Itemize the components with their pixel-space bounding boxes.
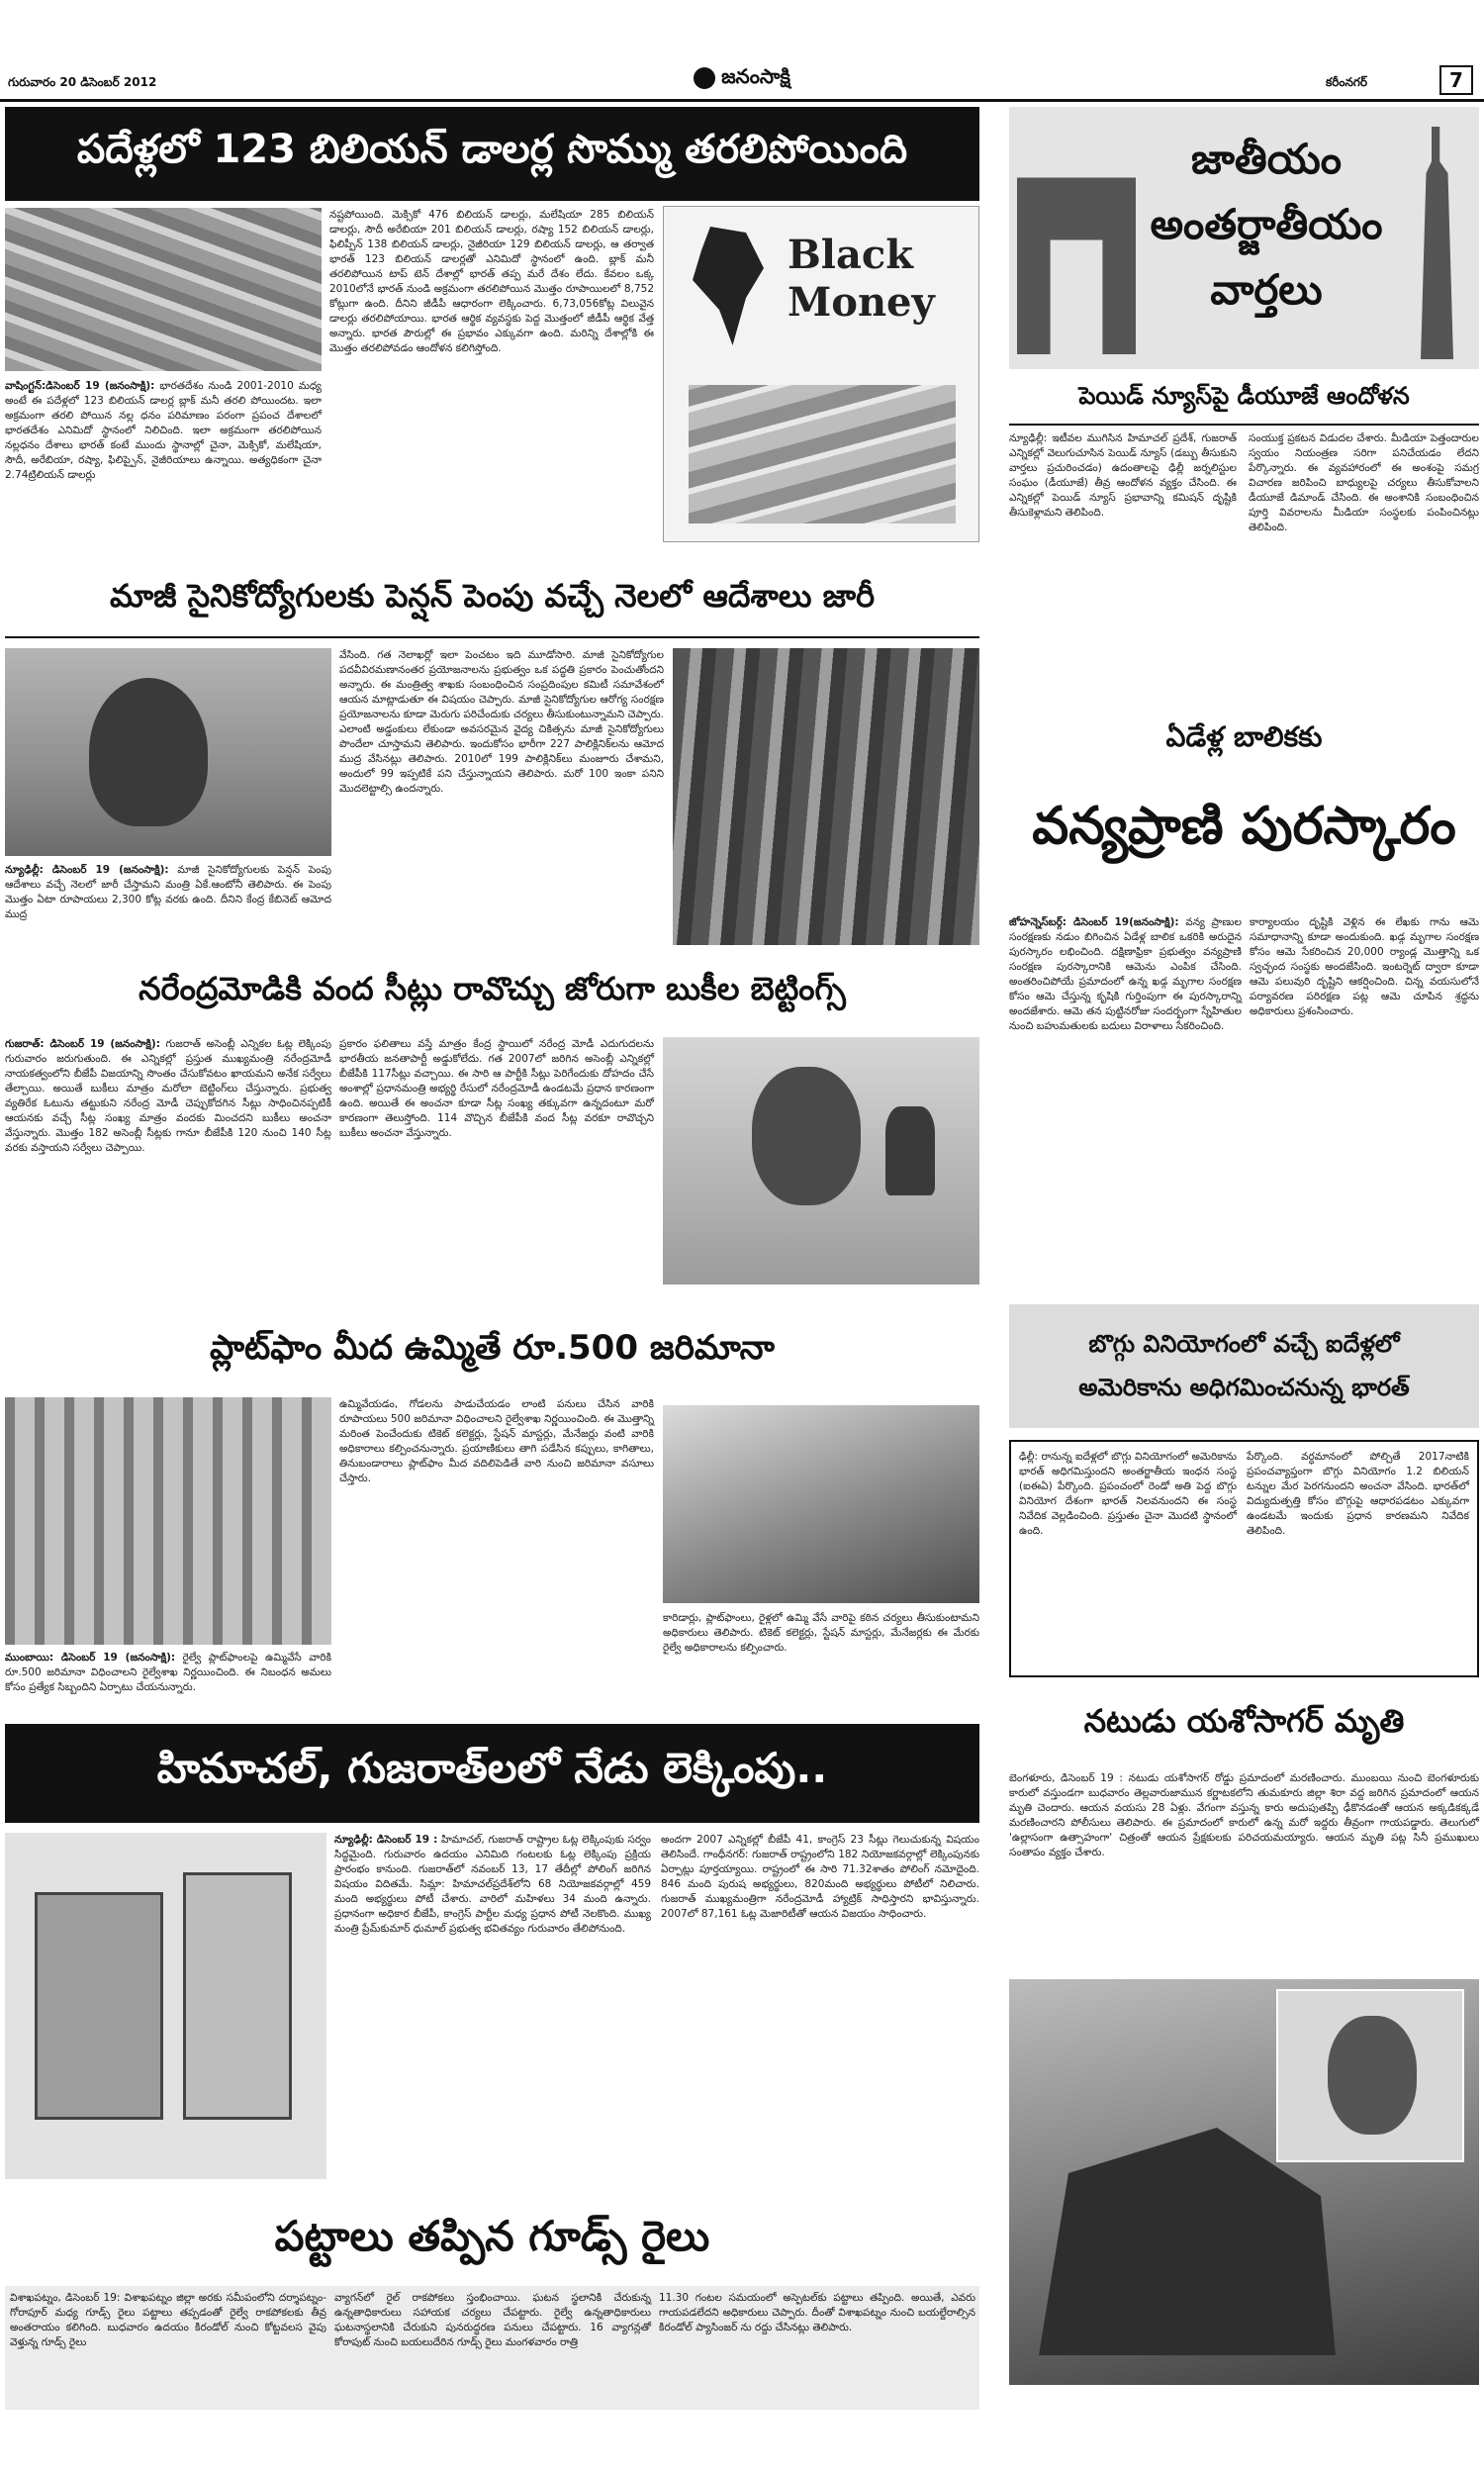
story5-col1 [334,1833,651,2184]
side1-col1-text: న్యూఢిల్లీ: ఇటీవల ముగిసిన హిమాచల్ ప్రదేశ్, గుజరాత్ ఎన్నికల్లో వెలుగుచూసిన పెయిడ్ న్యూస్ (డబ్బు తీసుకుని వార్తలు ప్రచురించడం) ఉదంతాలపై ఢిల్లీ జర్నలిస్టుల సంఘం (డీయూజే) తీవ్ర ఆందోళన వ్యక్తం చేసింది. ఈ ఎన్నికల్లో పెయిడ్ న్యూస్ ప్రభావాన్ని కమిషన్ దృష్టికి తీసుకెళ్లామని తెలిపింది. [1009,432,1237,519]
logo-text: జనంసాక్షి [721,63,790,88]
side3-col2-text: పేర్కొంది. వర్ధమానంలో పోల్చితే 2017నాటికి ప్రపంచవ్యాప్తంగా బొగ్గు వినియోగం 1.2 బిలియన్ టన్నుల మేర పెరగనుందని అంచనా వేసింది. భారత్‌లో విద్యుదుత్పత్తి కోసం బొగ్గుపై ఆధారపడటం ఎక్కువగా ఉండటమే ఇందుకు ప్రధాన కారణమని నివేదిక తెలిపింది. [1247,1451,1469,1537]
section-banner-line2: అంతర్జాతీయం [1150,200,1383,248]
story6-headline-text: పట్టాలు తప్పిన గూడ్స్ రైలు [274,2212,710,2260]
story6-col3-text: 11.30 గంటల సమయంలో అస్పెటల్‌కు పట్టాలు తప్పింది. అయితే, ఎవరు గాయపడలేదని అధికారులు చెప్పారు. దీంతో విశాఖపట్నం నుంచి బయల్దేరాల్సిన కిరండోల్ ప్యాసింజర్ ను రద్దు చేసినట్లు తెలిపారు. [659,2292,975,2333]
story1-dateline: వాషింగ్టన్:డిసెంబర్ 19 (జనంసాక్షి): [5,380,155,392]
voting-machine-icon [35,1892,163,2120]
story2-minister-photo [5,648,331,856]
side2-col2-text: కార్యాలయం దృష్టికి వెళ్లిన ఈ లేఖకు గాను ఆమె సమాధానాన్ని కూడా అందుకుంది. ఖడ్గ మృగాల సంరక్షణ కోసం ఆమె సేకరించిన 20,000 ర్యాండ్ల మొత్తాన్ని ఒక స్వచ్ఛంద సంస్థకు అందజేసింది. ఇంటర్నెట్ ద్వారా కూడా ఆమె పలువురి దృష్టిని ఆకర్షించింది. చిన్న వయసులోనే పర్యావరణ పరిరక్షణ పట్ల ఆమె చూపిన శ్రద్ధను అధికారులు ప్రశంసించారు. [1250,916,1479,1017]
story1-graphic-text: Black Money [788,232,935,326]
story6-headline [5,2202,979,2281]
side2-headline-text: వన్యప్రాణి పురస్కారం [1032,797,1456,856]
story1-headline-text: పదేళ్లలో 123 బిలియన్ డాలర్ల సొమ్ము తరలిపోయింది [76,126,908,172]
side3-col2 [1247,1450,1469,1669]
actor-portrait-photo [1276,1989,1464,2162]
modi-face-icon [752,1067,861,1205]
side2-kicker: ఏడేళ్ల బాలికకు [1165,720,1323,753]
story5-evm-photo [5,1833,326,2179]
story5-dateline: న్యూఢిల్లీ: డిసెంబర్ 19 : [334,1834,438,1846]
story3-col2-text: ప్రకారం ఫలితాలు వస్తే మాత్రం కేంద్ర స్థాయిలో నరేంద్ర మోడీ ఎదుగుదలను భారతీయ జనతాపార్టీ అడ్డుకోలేదు. గత 2007లో జరిగిన అసెంబ్లీ ఎన్నికల్లో బీజేపీకి 117సీట్లు వచ్చాయి. ఈ సారి ఆ పార్టీకి సీట్లు పెరిగేందుకు దోహదం చేసే అంశాల్లో ప్రధానమంత్రి అభ్యర్థి రేసులో నరేంద్రమోడీ ఉండటమే ప్రధాన కారణంగా ఉంది. అయితే ఈ అంచనా కూడా సీట్ల సంఖ్య తక్కువగా ఉన్నదంటూ మరో కారణంగా తెలుస్తోంది. 114 వొచ్చిన బీజేపీకి వంద సీట్ల వరకూ రావొచ్చని బుకీలు అంచనా వేస్తున్నారు. [339,1038,654,1139]
section-banner-line1: జాతీయం [1190,135,1343,183]
newspaper-logo-icon [694,67,715,89]
india-map-icon [684,227,773,345]
story4-col1 [5,1651,332,1693]
masthead-city: కరీంనగర్ [1326,75,1368,89]
story4-platform-photo [663,1405,979,1603]
page-number-text: 7 [1449,68,1463,92]
story1-col2-text: నష్టపోయింది. మెక్సికో 476 బిలియన్ డాలర్లు, మలేషియా 285 బిలియన్ డాలర్లు, సౌదీ అరేబియా 201 బిలియన్ డాలర్లు, రష్యా 152 బిలియన్ డాలర్లు, ఫిలిప్పీన్ 138 బిలియన్ డాలర్లు, నైజీరియా 129 బిలియన్ డాలర్లు, ఆ తర్వాత భారత్ 123 బిలియన్ డాలర్లతో ఎనిమిదో స్థానంలో ఉంది. బ్లాక్ మనీ తరలిపోయిన టాప్ టెన్ దేశాల్లో భారత్ తప్ప మరే దేశం లేదు. కేవలం ఒక్క 2010లోనే భారత్ నుండి అక్రమంగా తరలిపోయిన మొత్తం రూపాయిలలో 8,752 కోట్లుగా ఉంది. దీనిని జీడీపీ ఆధారంగా లెక్కించారు. 6,73,056కోట్ల విలువైన డాలర్లు తరలిపోయాయి. భారత ఆర్థిక వ్యవస్థకు పెద్ద మొత్తంలో జీడీపీ ఆర్థిక వేత్త అన్నారు. భారత పౌరుల్లో ఈ ప్రభావం ఎక్కువగా ఉంది. మరిన్ని దేశాల్లోకి ఈ మొత్తం తరలిపోవడం ఆందోళన కలిగిస్తోంది. [329,209,654,354]
masthead-date: గురువారం 20 డిసెంబర్ 2012 [8,75,157,89]
story6-col3 [659,2291,975,2405]
side3-box [1009,1440,1479,1677]
side1-rule [1009,424,1479,426]
story1-col1 [5,379,322,537]
side3-headline [1009,1304,1479,1428]
story4-col1-text: రైల్వే ప్లాట్‌ఫాంలపై ఉమ్మివేసే వారికి రూ.500 జరిమానా విధించాలని రైల్వేశాఖ నిర్ణయించింది. ఈ నిబంధన అమలు కోసం ప్రత్యేక సిబ్బందిని ఏర్పాటు చేయనున్నారు. [5,1652,332,1693]
side1-col1 [1009,431,1237,704]
story2-col1-text: మాజీ సైనికోద్యోగులకు పెన్షన్ పెంపు ఆదేశాలు వచ్చే నెలలో జారీ చేస్తామని మంత్రి ఏకే.ఆంటోనీ తెలిపారు. ఈ పెంపు మొత్తం ఏటా రూపాయలు 2,300 కోట్ల వరకు ఉంది. దీనిని కేంద్ర కేబినెట్ ఆమోద ముద్ర [5,864,331,920]
section-banner-line3: వార్తలు [1210,265,1323,314]
raised-hand-icon [885,1106,935,1195]
story2-headline [5,562,979,636]
side2-col1 [1009,915,1242,1232]
story3-col1-text: గుజరాత్ అసెంబ్లీ ఎన్నికల ఓట్ల లెక్కింపు గురువారం జరుగుతుంది. ఈ ఎన్నికల్లో ప్రస్తుత ముఖ్యమంత్రి నరేంద్రమోడీ నాయకత్వంలోని బీజేపీ విజయాన్ని సొంతం చేసుకోవటం ఖాయమని అనేక సర్వేలు తేల్చాయి. అయితే బుకీలు మాత్రం మరోలా బెట్టింగ్‌లు చేస్తున్నారు. ప్రభుత్వ వ్యతిరేక ఓటును తట్టుకుని నరేంద్ర మోడీ చెప్పుకోదగిన సీట్లు సాధించినప్పటికీ ఆయనకు వచ్చే సీట్ల సంఖ్య మాత్రం వందకు మించదని బుకీలు అంచనా వేస్తున్నారు. మొత్తం 182 అసెంబ్లీ సీట్లకు గానూ బీజేపీకి 120 నుంచి 140 సీట్ల వరకు వస్తాయని సర్వేలు చెప్పాయి. [5,1038,331,1154]
side1-headline [1009,374,1479,424]
story4-col3-text: కారిడార్లు, ప్లాట్‌ఫాంలు, రైళ్లలో ఉమ్మి వేసే వారిపై కఠిన చర్యలు తీసుకుంటామని అధికారులు తెలిపారు. టికెట్ కలెక్టర్లు, స్టేషన్ మాస్టర్లు, మేనేజర్లకు ఈ మేరకు రైల్వే అధికారాలను కల్పించారు. [663,1612,979,1654]
masthead-rule [0,99,1484,102]
story6-col1-text: విశాఖపట్నం, డిసెంబర్ 19: విశాఖపట్నం జిల్లా అరకు సమీపంలోని దర్శాపట్నం-గోరాపూర్ మధ్య గూడ్స్ రైలు పట్టాలు తప్పడంతో రైల్వే రాకపోకలకు తీవ్ర అంతరాయం కలిగింది. బుధవారం ఉదయం కిరండోల్ నుంచి కోట్టవలస వైపు వెళ్తున్న గూడ్స్ రైలు [10,2292,326,2348]
story3-headline [5,958,979,1027]
story6-col1 [10,2291,326,2405]
story1-headline [5,107,979,201]
side1-col2 [1249,431,1479,704]
actor-face-icon [1328,2016,1417,2135]
side2-col1-text: వన్య ప్రాణుల సంరక్షణకు నడుం బిగించిన ఏడేళ్ల బాలిక ఒకరికి అరుదైన పురస్కారం లభించింది. దక్షిణాఫ్రికా ప్రభుత్వం వన్యప్రాణి సంరక్షణ పురస్కారానికి ఆమెను ఎంపిక చేసింది. అంతరించిపోయే ప్రమాదంలో ఉన్న ఖడ్గ మృగాల సంరక్షణ కోసం ఆమె చేస్తున్న కృషికి గుర్తింపుగా ఈ పురస్కారాన్ని అందజేశారు. ఆమె తన పుట్టినరోజు సందర్భంగా స్నేహితుల నుంచి బహుమతులకు బదులు విరాళాలు సేకరించింది. [1009,916,1242,1032]
story2-dateline: న్యూఢిల్లీ: డిసెంబర్ 19 (జనంసాక్షి): [5,864,169,876]
story6-col2-text: వ్యాగన్‌లో రైల్ రాకపోకలు స్తంభించాయి. ఘటన స్థలానికి చేరుకున్న ఉన్నతాధికారులు సహాయక చర్యలు చేపట్టారు. రైల్వే ఉన్నతాధికారులు ఘటనాస్థలానికి చేరుకుని పునరుద్ధరణ పనులు చేపట్టారు. 16 వ్యాగన్లతో కోరాపుట్ నుంచి బయలుదేరిన గూడ్స్ రైలు మంగళవారం రాత్రి [334,2292,651,2348]
story4-headline-text: ప్లాట్‌ఫాం మీద ఉమ్మితే రూ.500 జరిమానా [209,1327,776,1368]
side2-dateline: జోహన్నెస్‌బర్గ్: డిసెంబర్ 19(జనంసాక్షి): [1009,916,1179,928]
section-banner-title [1128,127,1405,323]
page-number [1439,65,1473,95]
india-gate-icon [1017,146,1136,354]
story3-modi-photo [663,1037,979,1285]
story3-col2 [339,1037,654,1280]
currency-notes-icon [689,385,956,523]
story5-headline [5,1724,979,1823]
side4-accident-photo [1009,1979,1479,2385]
side1-headline-text: పెయిడ్ న్యూస్‌పై డీయూజే ఆందోళన [1078,382,1410,410]
story5-headline-text: హిమాచల్, గుజరాత్‌లలో నేడు లెక్కింపు.. [156,1744,828,1792]
minister-face-icon [89,678,208,826]
side2-col2 [1250,915,1479,1232]
story5-col2-text: అందగా 2007 ఎన్నికల్లో బీజేపీ 41, కాంగ్రెస్ 23 సీట్లు గెలుచుకున్న విషయం తెలిసిందే. గాంధీనగర్: గుజరాత్ రాష్ట్రంలోని 182 నియోజకవర్గాల్లో లెక్కింపునకు ఏర్పాట్లు పూర్తయ్యాయి. రాష్ట్రంలో ఈ సారి 71.32శాతం పోలింగ్ నమోదైంది. 846 మంది పురుష అభ్యర్థులు, 820మంది అభ్యర్థులు పోటీలో నిలిచారు. గుజరాత్ ముఖ్యమంత్రిగా నరేంద్రమోడీ హ్యాట్రిక్ సాధిస్తారని భావిస్తున్నారు. 2007లో 87,161 ఓట్ల మెజారిటీతో ఆయన విజయం సాధించారు. [661,1834,979,1920]
story2-col2 [339,648,664,943]
story2-rule [5,636,979,638]
story4-station-photo [5,1397,331,1645]
side3-col1-text: ఢిల్లీ: రానున్న ఐదేళ్లలో బొగ్గు వినియోగంలో అమెరికాను భారత్ అధిగమిస్తుందని అంతర్జాతీయ ఇంధన సంస్థ (ఐఈఏ) పేర్కొంది. ప్రపంచంలో రెండో అతి పెద్ద బొగ్గు వినియోగ దేశంగా భారత్ నిలవనుందని ఈ సంస్థ నివేదిక వెల్లడించింది. ప్రస్తుతం చైనా మొదటి స్థానంలో ఉంది. [1019,1451,1237,1537]
story1-graphic [663,206,979,542]
side3-headline-line2: అమెరికాను అధిగమించనున్న భారత్ [1078,1374,1410,1401]
side2-headline [1009,713,1479,910]
story2-col2-text: వేసింది. గత నెలాఖర్లో ఇలా పెంచటం ఇది మూడోసారి. మాజీ సైనికోద్యోగుల పదవీవిరమణానంతర ప్రయోజనాలను ప్రభుత్వం ఒక పద్ధతి ప్రకారం పెంచుతోందని అన్నారు. ఈ మంత్రిత్వ శాఖకు సంబంధించిన సంప్రదింపుల కమిటీ సమావేశంలో ఆయన మాట్లాడుతూ ఈ విషయం చెప్పారు. మాజీ సైనికోద్యోగుల ఆరోగ్య సంరక్షణ ప్రయోజనాలను కూడా మెరుగు పరిచేందుకు చర్యలు తీసుకుంటున్నామని చెప్పారు. ఎలాంటి అడ్డంకులు లేకుండా అవసరమైన వైద్య చికిత్సను మాజీ సైనికోద్యోగులు పొందేలా చూస్తామని తెలిపారు. ఇందుకోసం భారీగా 227 పాలిక్లినిక్‌లను ఆమోద ముద్ర వేసినట్లు తెలిపారు. 2010లో 199 పాలిక్లినిక్‌లు మంజూరు చేశామని, అందులో 99 ఇప్పటికే పని చేస్తున్నాయని తెలిపారు. మరో 100 ఇంకా పనిని మొదలెట్టాల్సి ఉందన్నారు. [339,649,664,795]
section-banner [1009,107,1479,369]
side4-headline [1009,1692,1479,1757]
masthead [0,61,1484,103]
story2-soldiers-photo [673,648,979,945]
story6-body [5,2286,979,2410]
story4-col3 [663,1611,979,1680]
story3-col1 [5,1037,331,1280]
side4-headline-text: నటుడు యశోసాగర్ మృతి [1083,1701,1405,1740]
story1-money-photo [5,208,322,371]
story4-dateline: ముంబాయి: డిసెంబర్ 19 (జనంసాక్షి): [5,1652,176,1664]
story3-headline-text: నరేంద్రమోడికి వంద సీట్లు రావొచ్చు జోరుగా బుకీల బెట్టింగ్స్ [139,970,846,1007]
side3-headline-line1: బొగ్గు వినియోగంలో వచ్చే ఐదేళ్లలో [1088,1330,1400,1358]
story5-col2 [661,1833,979,2184]
story4-headline [5,1314,979,1388]
statue-of-liberty-icon [1410,127,1464,359]
story6-col2 [334,2291,651,2405]
story1-col2 [329,208,654,539]
story1-col1-text: భారతదేశం నుండి 2001-2010 మధ్య అంటే ఈ పదేళ్లలో 123 బిలియన్ డాలర్ల బ్లాక్ మనీ తరలి పోయిందట. ఇలా అక్రమంగా తరలి పోయిన నల్ల ధనం పరిమాణం పరంగా ప్రపంచ దేశాలలో భారతదేశం ఎనిమిదో స్థానంలో నిలిచింది. ఇలా అక్రమంగా తరలిపోయిన నల్లధనం దేశాలు భారత్ కంటే ముందు స్థానాల్లో చైనా, మెక్సికో, మలేషియా, సౌదీ, అరేబియా, రష్యా, ఫిలిప్పైన్, నైజీరియాలు ఉన్నాయి. అత్యధికంగా చైనా 2.74ట్రిలియన్ డాలర్లు [5,380,322,481]
story2-headline-text: మాజీ సైనికోద్యోగులకు పెన్షన్ పెంపు వచ్చే నెలలో ఆదేశాలు జారీ [109,576,876,615]
side4-col1-text: బెంగళూరు, డిసెంబర్ 19 : నటుడు యశోసాగర్ రోడ్డు ప్రమాదంలో మరణించారు. ముంబయి నుంచి బెంగళూరుకు కారులో వస్తుండగా బుధవారం తెల్లవారుజామున కర్ణాటకలోని తుమకూరు జిల్లా శిరా వద్ద జరిగిన ప్రమాదంలో ఆయన మృతి చెందారు. ఆయన వయసు 28 ఏళ్లు. వేగంగా వస్తున్న కారు అదుపుతప్పి ఢీకొనడంతో ఆయన అక్కడికక్కడే మరణించారని పోలీసులు తెలిపారు. ఈ ప్రమాదంలో కారులో ఉన్న మరో ఇద్దరు తీవ్రంగా గాయపడ్డారు. తెలుగులో 'ఉల్లాసంగా ఉత్సాహంగా' చిత్రంతో ఆయన ప్రేక్షకులకు పరిచయమయ్యారు. ఆయన మృతి పట్ల సినీ ప్రముఖులు సంతాపం వ్యక్తం చేశారు. [1009,1772,1479,1858]
masthead-logo [643,63,841,93]
story4-col2-text: ఉమ్మివేయడం, గోడలను పాడుచేయడం లాంటి పనులు చేసిన వారికి రూపాయలు 500 జరిమానా విధించాలని రైల్వేశాఖ నిర్ణయించింది. ఈ మొత్తాన్ని మరింత పెంచేందుకు టికెట్ కలెక్టర్లు, స్టేషన్ మాస్టర్లు, మేనేజర్లు వంటి వారికి అధికారాలు కల్పించనున్నారు. ప్రయాణికులు తాగి పడేసిన కప్పులు, కాగితాలు, తినుబండారాలు ప్లాట్‌ఫాం మీద వదిలిపెడితే వారి నుంచి జరిమానా వసూలు చేస్తారు. [339,1398,654,1484]
side3-col1 [1019,1450,1237,1669]
story2-col1 [5,863,331,942]
story3-dateline: గుజరాత్: డిసెంబర్ 19 (జనంసాక్షి): [5,1038,160,1050]
side1-col2-text: సంయుక్త ప్రకటన విడుదల చేశారు. మీడియా పెత్తందారుల స్వయం నియంత్రణ సరిగా పనిచేయడం లేదని పేర్కొన్నారు. ఈ వ్యవహారంలో ఈ అంశంపై సమగ్ర విచారణ జరిపించి బాధ్యులపై చర్యలు తీసుకోవాలని డీయూజే డిమాండ్ చేసింది. ఈ అంశానికి సంబంధించిన పూర్తి వివరాలను మీడియా సంస్థలకు పంపించినట్లు తెలిపింది. [1249,432,1479,533]
story4-col2 [339,1397,654,1679]
side4-col1 [1009,1771,1479,1969]
story5-col1-text: హిమాచల్, గుజరాత్ రాష్ట్రాల ఓట్ల లెక్కింపుకు సర్వం సిద్ధమైంది. గురువారం ఉదయం ఎనిమిది గంటలకు ఓట్ల లెక్కింపు ప్రక్రియ ప్రారంభం కానుంది. గుజరాత్‌లో నవంబర్ 13, 17 తేదీల్లో పోలింగ్ జరిగిన విషయం విదితమే. సిమ్లా: హిమాచల్‌ప్రదేశ్‌లోని 68 నియోజకవర్గాల్లో 459 మంది అభ్యర్థులు పోటీ చేశారు. వారిలో మహిళలు 34 మంది ఉన్నారు. ప్రధానంగా అధికార బీజేపీ, కాంగ్రెస్ పార్టీల మధ్య ప్రధాన పోటీ నెలకొంది. ముఖ్య మంత్రి ప్రేమ్‌కుమార్ ధుమాల్ ప్రభుత్వ భవితవ్యం గురువారం తేలిపోనుంది. [334,1834,652,1935]
ballot-unit-icon [183,1872,292,2120]
